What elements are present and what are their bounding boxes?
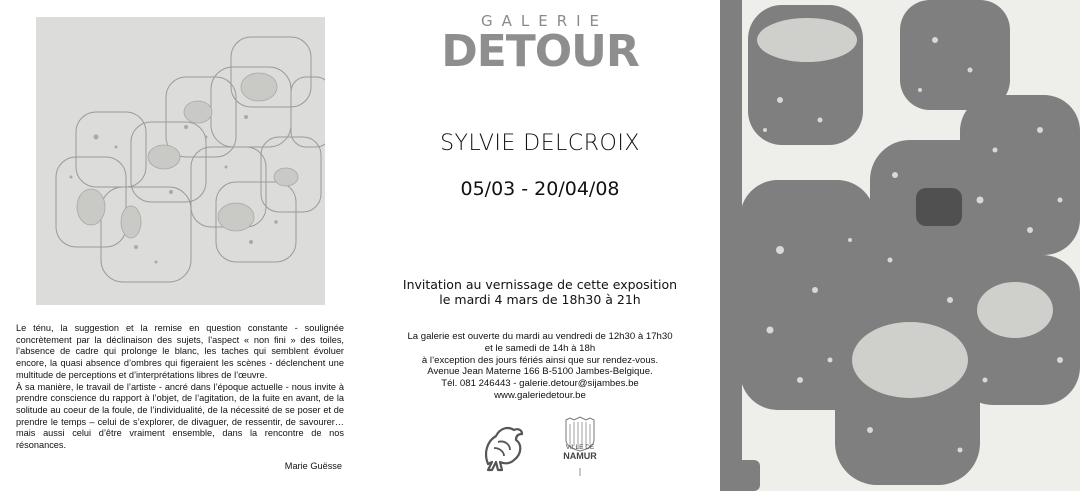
info-line-5: Tél. 081 246443 - galerie.detour@sijambes.be: [441, 378, 639, 390]
info-line-1: La galerie est ouverte du mardi au vendredi de 12h30 à 17h30: [407, 331, 673, 342]
right-panel: [720, 0, 1080, 491]
middle-panel: [360, 0, 720, 491]
info-line-4: Avenue Jean Materne 166 B-5100 Jambes-Belgique.: [427, 366, 653, 378]
info-line-6: www.galeriedetour.be: [494, 389, 586, 401]
invitation: [360, 277, 720, 307]
gallery-info: [360, 331, 720, 402]
essay-paragraph-1: Le ténu, la suggestion et la remise en question constante - soulignée concrètement par la déclinaison des sujets, l’aspect « non fini » des toiles, l’absence de cadre qui prolonge le blanc, les taches qui semblent évoluer encore, la quasi absence d’ombres qui figeraient les scènes - déclenchent une multitude de perceptions et d’interprétations libres de l’œuvre.: [16, 323, 344, 380]
artwork-right-drawing: [720, 0, 1080, 491]
gallery-logo: DETOUR: [441, 26, 639, 77]
artwork-left: [36, 17, 325, 305]
artwork-left-drawing: [36, 17, 325, 305]
essay-text: [16, 323, 344, 452]
walloon-rooster-logo: [478, 420, 528, 472]
namur-label-line-1: VILLE DE: [565, 444, 595, 451]
exhibition-dates: 05/03 - 20/04/08: [460, 178, 620, 200]
left-panel: [0, 0, 360, 491]
namur-label: [558, 444, 602, 460]
artwork-right: [720, 0, 1080, 491]
info-line-3: à l’exception des jours fériés ainsi que sur rendez-vous.: [421, 354, 659, 366]
invitation-line-2: le mardi 4 mars de 18h30 à 21h: [439, 292, 641, 307]
essay-paragraph-2: À sa manière, le travail de l’artiste - ancré dans l’époque actuelle - nous invite à prendre conscience du rapport à l’objet, de l’agitation, de la fuite en avant, de la solitude au coeur de la foule, de l’individualité, de la nécessité de se poser et de prendre le temps – celui de s’explorer, de divaguer, de ressentir, de savourer… mais aussi celui d’être vraiment ensemble, dans la rencontre de nos résonances.: [16, 381, 344, 451]
invitation-line-1: Invitation au vernissage de cette exposition: [402, 277, 678, 292]
info-line-2: et le samedi de 14h à 18h: [484, 342, 596, 354]
namur-label-line-2: NAMUR: [563, 451, 597, 461]
artist-name: SYLVIE DELCROIX: [440, 131, 640, 156]
gallery-name-small: GALERIE: [480, 12, 609, 30]
essay-signature: Marie Guësse: [284, 461, 342, 471]
